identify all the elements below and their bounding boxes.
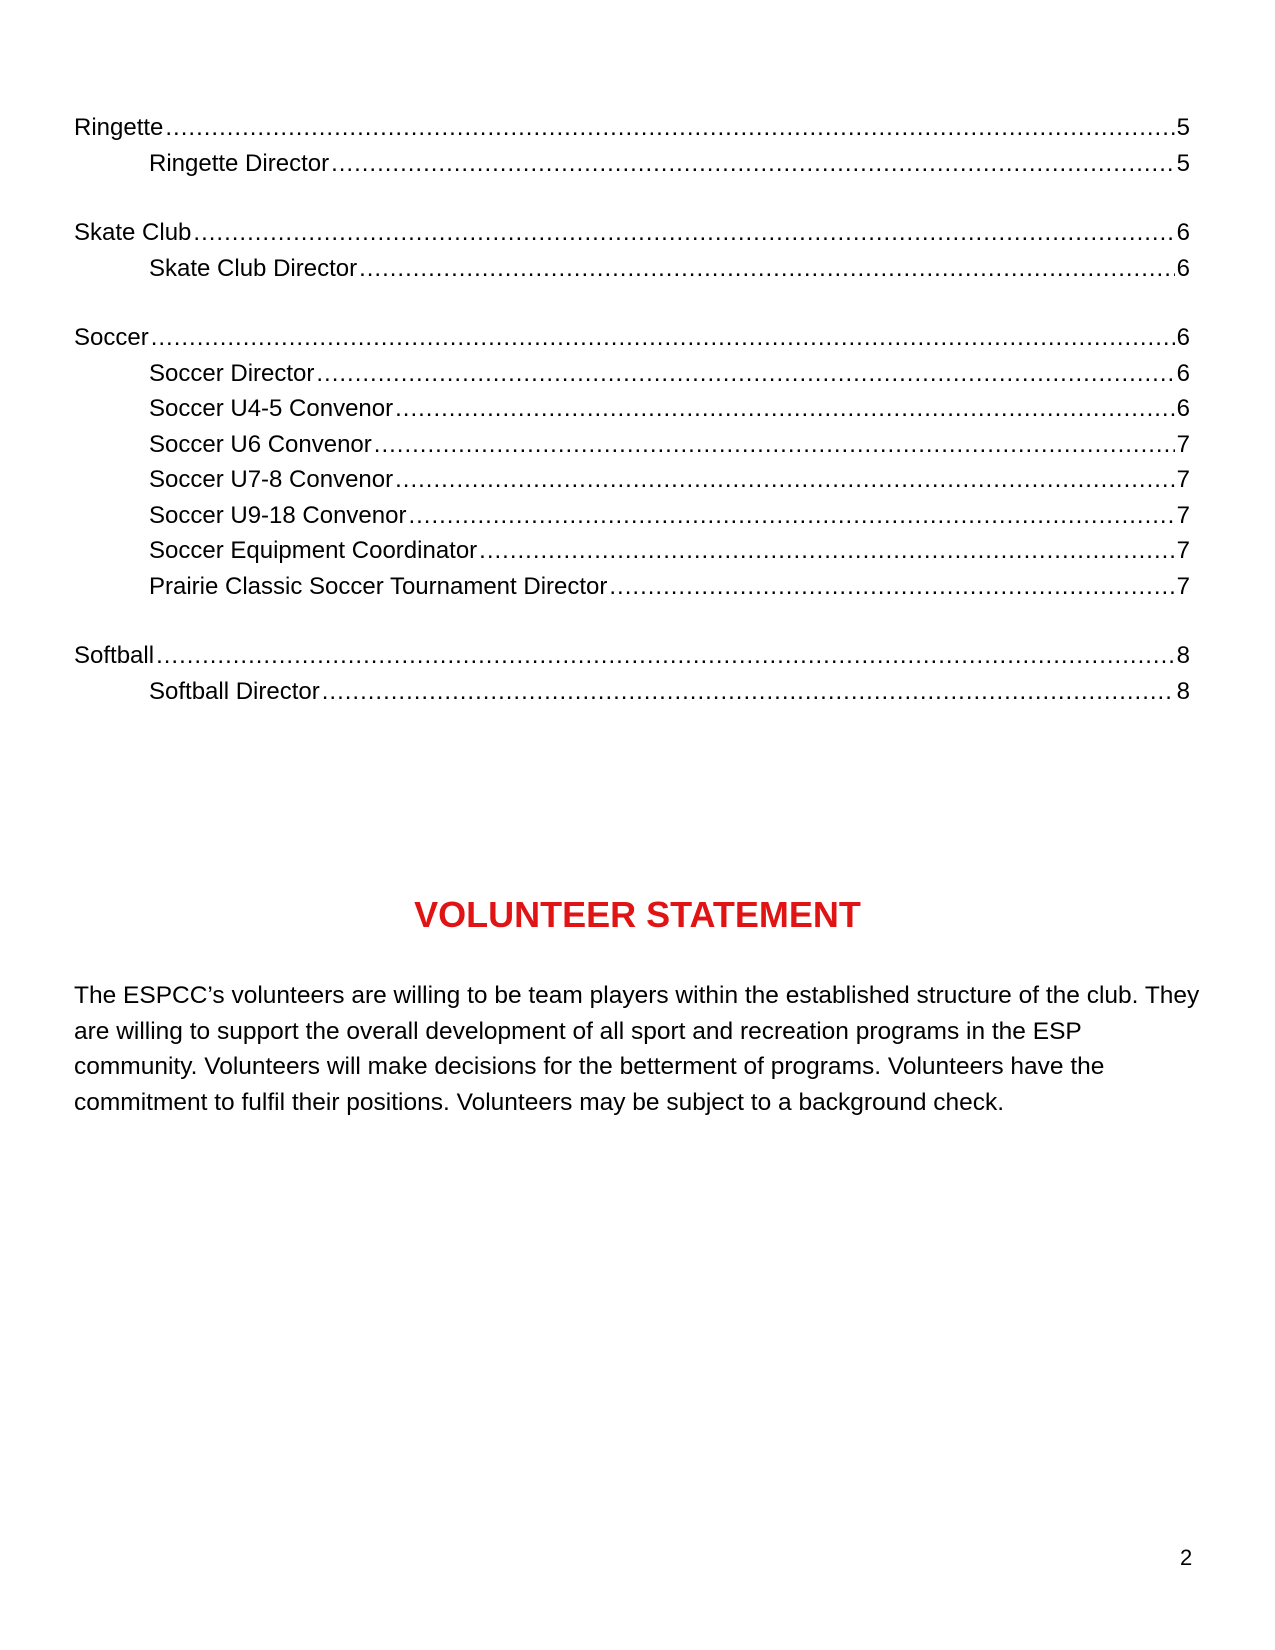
toc-subentry[interactable] xyxy=(74,674,1190,710)
toc-entry-page: 6 xyxy=(1176,254,1190,282)
toc-entry-page: 7 xyxy=(1176,501,1190,529)
toc-entry-title: Skate Club xyxy=(74,219,192,246)
toc-leader-dots xyxy=(193,215,1174,251)
toc-entry-title: Soccer Equipment Coordinator xyxy=(149,537,478,564)
toc-entry-page: 7 xyxy=(1176,537,1190,564)
toc-subentry[interactable] xyxy=(74,146,1190,182)
toc-entry-title: Soccer U6 Convenor xyxy=(149,430,372,458)
toc-entry-title: Soccer xyxy=(74,324,149,351)
toc-entry-page: 8 xyxy=(1176,642,1190,669)
toc-subentry[interactable] xyxy=(74,356,1190,392)
toc-leader-dots xyxy=(395,462,1175,498)
toc-entry-page: 7 xyxy=(1176,466,1190,493)
toc-subentry[interactable] xyxy=(74,391,1190,427)
toc-subentry[interactable] xyxy=(74,427,1190,463)
toc-entry-page: 7 xyxy=(1176,430,1190,458)
toc-subentry[interactable] xyxy=(74,462,1190,498)
toc-entry-title: Skate Club Director xyxy=(149,254,358,282)
toc-leader-dots xyxy=(395,391,1175,427)
toc-entry-title: Soccer U4-5 Convenor xyxy=(149,395,394,422)
toc-entry-title: Ringette xyxy=(74,114,164,141)
toc-entry-title: Soccer Director xyxy=(149,359,315,387)
toc-leader-dots xyxy=(331,146,1175,182)
toc-entry[interactable] xyxy=(74,110,1190,146)
toc-entry-page: 5 xyxy=(1176,114,1190,141)
toc-leader-dots xyxy=(322,674,1175,710)
toc-leader-dots xyxy=(316,356,1174,392)
toc-entry-page: 6 xyxy=(1176,324,1190,351)
toc-entry-title: Softball xyxy=(74,642,155,669)
toc-entry-page: 6 xyxy=(1176,395,1190,422)
toc-group-ringette xyxy=(74,110,1190,181)
toc-leader-dots xyxy=(165,110,1174,146)
toc-entry-title: Ringette Director xyxy=(149,149,330,177)
toc-group-skate-club xyxy=(74,215,1190,286)
toc-subentry[interactable] xyxy=(74,569,1190,605)
volunteer-statement-heading: VOLUNTEER STATEMENT xyxy=(414,894,861,935)
toc-entry-title: Soccer U7-8 Convenor xyxy=(149,466,394,493)
page-number: 2 xyxy=(1180,1545,1193,1570)
toc-entry[interactable] xyxy=(74,638,1190,674)
toc-entry-page: 8 xyxy=(1176,677,1190,705)
toc-group-soccer xyxy=(74,320,1190,604)
volunteer-statement-body: The ESPCC’s volunteers are willing to be team players within the established structure of the club. They are willing to support the overall development of all sport and recreation programs in the ESP community. Volunteers will make decisions for the betterment of programs. Volunteers have the commitment to fulfil their positions. Volunteers may be subject to a background check. xyxy=(74,982,1200,1116)
toc-entry-title: Soccer U9-18 Convenor xyxy=(149,501,407,529)
toc-entry[interactable] xyxy=(74,320,1190,356)
toc-leader-dots xyxy=(479,533,1174,569)
toc-entry-page: 6 xyxy=(1176,219,1190,246)
toc-leader-dots xyxy=(359,251,1175,287)
toc-leader-dots xyxy=(374,427,1175,463)
table-of-contents xyxy=(74,110,1190,743)
toc-group-softball xyxy=(74,638,1190,709)
toc-entry-page: 7 xyxy=(1176,572,1190,600)
toc-leader-dots xyxy=(609,569,1174,605)
toc-subentry[interactable] xyxy=(74,498,1190,534)
toc-entry[interactable] xyxy=(74,215,1190,251)
toc-entry-page: 5 xyxy=(1176,149,1190,177)
toc-entry-title: Softball Director xyxy=(149,677,320,705)
toc-entry-title: Prairie Classic Soccer Tournament Director xyxy=(149,572,608,600)
toc-leader-dots xyxy=(156,638,1175,674)
toc-subentry[interactable] xyxy=(74,533,1190,569)
toc-subentry[interactable] xyxy=(74,251,1190,287)
toc-leader-dots xyxy=(151,320,1175,356)
toc-entry-page: 6 xyxy=(1176,359,1190,387)
toc-leader-dots xyxy=(408,498,1174,534)
